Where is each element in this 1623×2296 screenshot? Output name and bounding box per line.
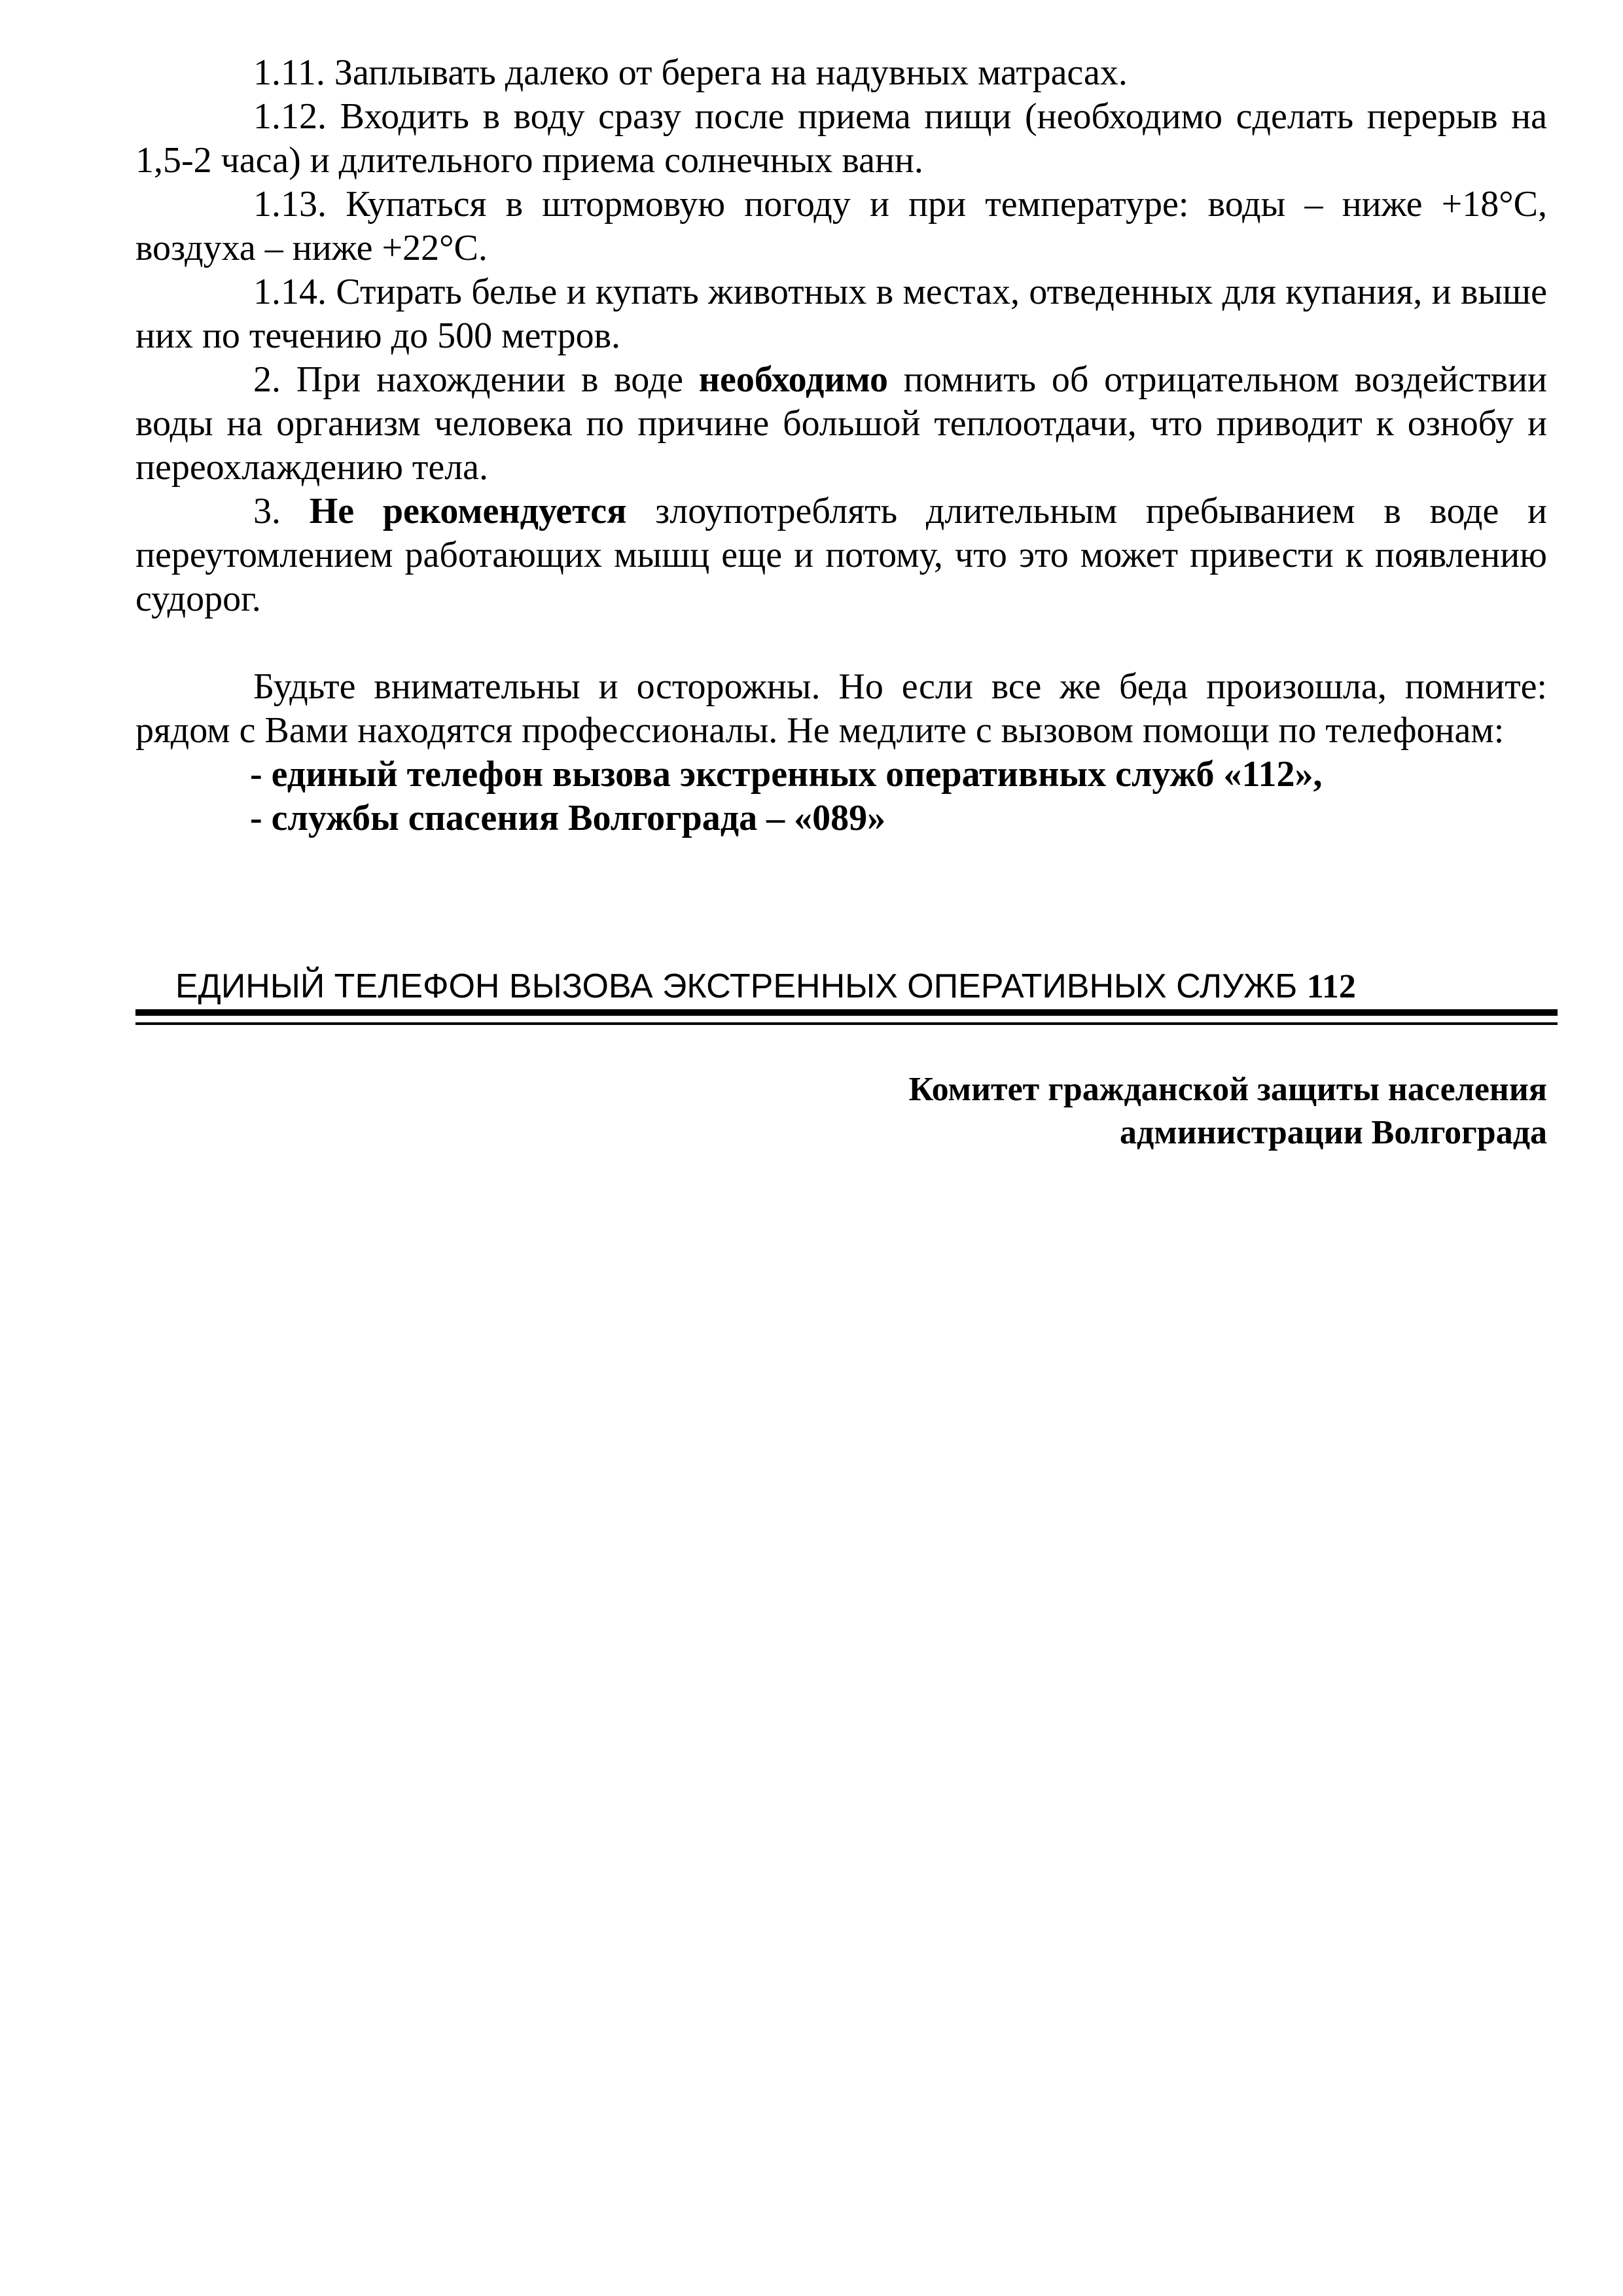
footer-rule-thick xyxy=(135,1009,1558,1016)
rule-item-2-before: 2. При нахождении в воде xyxy=(253,359,699,400)
rule-item-1-11: 1.11. Заплывать далеко от берега на надувных матрасах. xyxy=(253,52,1128,93)
rule-item-1-14: 1.14. Стирать белье и купать животных в местах, отведенных для купания, и выше них по течению до 500 метров. xyxy=(135,272,1547,356)
rule-item-3 xyxy=(135,490,1547,621)
emergency-banner-text: ЕДИНЫЙ ТЕЛЕФОН ВЫЗОВА ЭКСТРЕННЫХ ОПЕРАТИВНЫХ СЛУЖБ xyxy=(175,967,1307,1005)
emergency-banner xyxy=(175,967,1550,1007)
paragraph-gap xyxy=(135,621,1547,665)
rule-item-2-after: помнить об отрицательном воздействии воды на организм человека по причине большой теплоотдачи, что приводит к ознобу и переохлаждению тела. xyxy=(135,359,1547,488)
rule-item-2-emphasis: необходимо xyxy=(698,359,889,400)
footer-rule-thin xyxy=(135,1022,1558,1025)
phone-list xyxy=(135,753,1547,840)
rule-item-2 xyxy=(135,358,1547,490)
signature-line-2: администрации Волгограда xyxy=(1120,1114,1547,1151)
phone-item-112: - единый телефон вызова экстренных оперативных служб «112», xyxy=(250,754,1323,795)
phone-item-089: - службы спасения Волгограда – «089» xyxy=(250,798,886,838)
signature-block xyxy=(909,1068,1547,1155)
emergency-banner-number: 112 xyxy=(1306,968,1356,1005)
rule-item-3-after: злоупотреблять длительным пребыванием в воде и переутомлением работающих мышц еще и потому, что это может привести к появлению судорог. xyxy=(135,491,1547,619)
rule-item-3-before: 3. xyxy=(253,491,310,531)
signature-line-1: Комитет гражданской защиты населения xyxy=(908,1071,1547,1108)
closing-paragraph: Будьте внимательны и осторожны. Но если все же беда произошла, помните: рядом с Вами находятся профессионалы. Не медлите с вызовом помощи по телефонам: xyxy=(135,666,1547,751)
rule-item-1-13: 1.13. Купаться в штормовую погоду и при температуре: воды – ниже +18°С, воздуха – ниже +22°С. xyxy=(135,184,1547,268)
rule-item-3-emphasis: Не рекомендуется xyxy=(309,491,627,531)
document-body xyxy=(135,51,1547,840)
rule-item-1-12: 1.12. Входить в воду сразу после приема пищи (необходимо сделать перерыв на 1,5-2 часа) и длительного приема солнечных ванн. xyxy=(135,96,1547,181)
